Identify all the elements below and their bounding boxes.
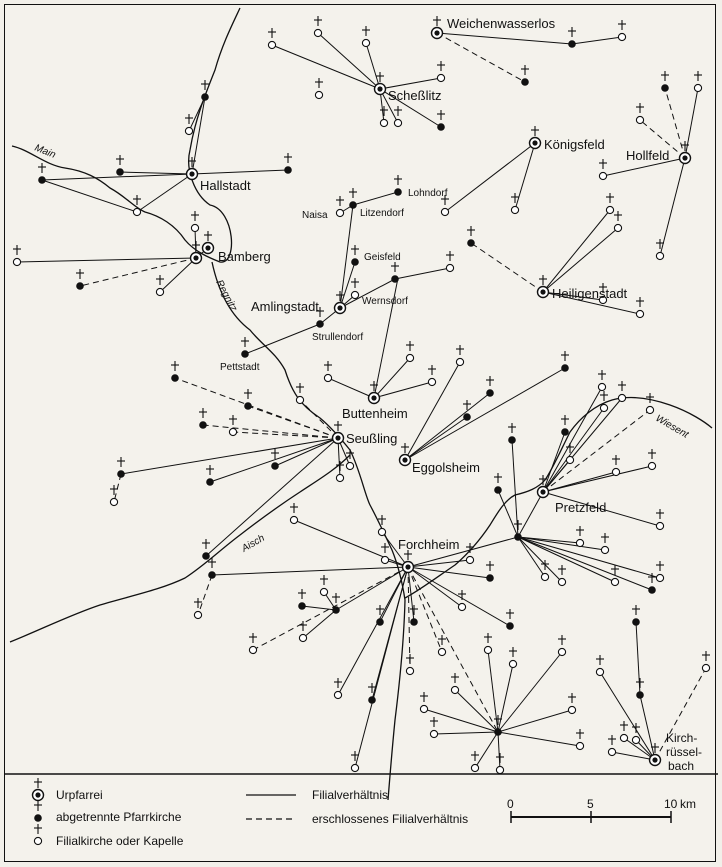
link-solid bbox=[572, 37, 622, 44]
filialkirche-symbol bbox=[636, 297, 644, 318]
label-strullendorf: Strullendorf bbox=[312, 332, 364, 343]
link-dashed bbox=[198, 575, 212, 615]
label-amlingstadt: Amlingstadt bbox=[251, 299, 319, 314]
pfarrkirche-symbol bbox=[486, 561, 494, 582]
label-kirchruesselbach-3: bach bbox=[668, 759, 695, 773]
link-solid bbox=[318, 33, 380, 89]
link-solid bbox=[660, 158, 685, 256]
label-hallstadt: Hallstadt bbox=[200, 178, 251, 193]
filialkirche-symbol bbox=[249, 633, 257, 654]
legend-erschlossen-text: erschlossenes Filialverhältnis bbox=[312, 812, 469, 826]
filialkirche-symbol bbox=[378, 515, 386, 536]
link-solid bbox=[636, 622, 640, 695]
pfarrkirche-symbol bbox=[38, 163, 46, 184]
link-solid bbox=[408, 567, 414, 622]
link-dashed bbox=[203, 425, 338, 438]
filialkirche-symbol bbox=[618, 20, 626, 41]
pfarrkirche-symbol bbox=[568, 27, 576, 48]
label-forchheim: Forchheim bbox=[398, 537, 460, 552]
link-solid bbox=[543, 210, 610, 292]
urpfarrei-symbol bbox=[432, 16, 443, 39]
link-solid bbox=[600, 672, 655, 760]
link-solid bbox=[372, 567, 408, 700]
filialkirche-symbol bbox=[451, 673, 459, 694]
filialkirche-symbol bbox=[446, 251, 454, 272]
pfarrkirche-symbol bbox=[521, 65, 529, 86]
filialkirche-symbol bbox=[13, 245, 21, 266]
link-solid bbox=[498, 664, 513, 732]
link-solid bbox=[374, 382, 432, 398]
label-schesslitz: Scheßlitz bbox=[388, 88, 442, 103]
label-geisfeld: Geisfeld bbox=[364, 252, 401, 263]
link-solid bbox=[353, 192, 398, 205]
filialkirche-symbol bbox=[601, 533, 609, 554]
label-litzendorf: Litzendorf bbox=[360, 208, 404, 219]
pfarrkirche-symbol bbox=[506, 609, 514, 630]
link-dashed bbox=[114, 474, 121, 502]
link-dashed bbox=[175, 378, 338, 438]
link-solid bbox=[192, 97, 205, 174]
filialkirche-symbol bbox=[296, 383, 304, 404]
label-weichenwasserlos: Weichenwasserlos bbox=[447, 16, 556, 31]
filialkirche-symbol bbox=[299, 621, 307, 642]
link-solid bbox=[120, 172, 192, 174]
urpfarrei-symbol bbox=[538, 275, 549, 298]
link-solid bbox=[42, 174, 192, 180]
label-buttenheim: Buttenheim bbox=[342, 406, 408, 421]
link-solid bbox=[515, 143, 535, 210]
filialkirche-symbol bbox=[620, 721, 628, 742]
filialkirche-symbol bbox=[612, 455, 620, 476]
legend-filialkirche-text: Filialkirche oder Kapelle bbox=[56, 834, 184, 848]
filialkirche-symbol bbox=[596, 655, 604, 676]
filialkirche-symbol bbox=[648, 449, 656, 470]
filialkirche-symbol bbox=[702, 651, 710, 672]
link-dashed bbox=[80, 258, 196, 286]
link-solid bbox=[518, 492, 543, 537]
filialkirche-symbol bbox=[362, 26, 370, 47]
label-naisa: Naisa bbox=[302, 210, 328, 221]
river-main bbox=[12, 8, 240, 262]
legend-pfarrkirche-symbol bbox=[34, 801, 42, 822]
link-solid bbox=[405, 362, 460, 460]
link-solid bbox=[543, 387, 602, 492]
pfarrkirche-symbol bbox=[508, 423, 516, 444]
river-label-regnitz: Regnitz bbox=[213, 278, 239, 314]
filialkirche-symbol bbox=[268, 28, 276, 49]
filialkirche-symbol bbox=[599, 159, 607, 180]
filialkirche-symbol bbox=[608, 735, 616, 756]
link-solid bbox=[374, 358, 410, 398]
filialkirche-symbol bbox=[315, 78, 323, 99]
link-solid bbox=[488, 650, 498, 732]
filialkirche-symbol bbox=[110, 485, 118, 506]
link-solid bbox=[640, 695, 655, 760]
pfarrkirche-symbol bbox=[201, 80, 209, 101]
link-solid bbox=[498, 732, 580, 746]
filialkirche-symbol bbox=[336, 196, 344, 217]
link-solid bbox=[685, 88, 698, 158]
label-seussling: Seußling bbox=[346, 431, 398, 446]
link-solid bbox=[272, 45, 380, 89]
legend bbox=[4, 774, 718, 848]
filialkirche-symbol bbox=[229, 415, 237, 436]
pfarrkirche-symbol bbox=[199, 408, 207, 429]
legend-filialverhaeltnis-text: Filialverhältnis bbox=[312, 788, 389, 802]
pfarrkirche-symbol bbox=[76, 269, 84, 290]
link-dashed bbox=[471, 243, 543, 292]
scale-bar bbox=[507, 797, 696, 823]
filialkirche-symbol bbox=[656, 239, 664, 260]
legend-symbols bbox=[33, 778, 44, 845]
link-solid bbox=[328, 378, 374, 398]
scale-unit: km bbox=[680, 797, 696, 811]
filialkirche-symbol bbox=[381, 543, 389, 564]
filialkirche-symbol bbox=[598, 370, 606, 391]
legend-urpfarrei-symbol bbox=[33, 778, 44, 801]
pfarrkirche-symbol bbox=[561, 351, 569, 372]
label-bamberg: Bamberg bbox=[218, 249, 271, 264]
pfarrkirche-symbol bbox=[351, 245, 359, 266]
pfarrkirche-symbol bbox=[244, 389, 252, 410]
pfarrkirche-symbol bbox=[349, 188, 357, 209]
link-solid bbox=[121, 438, 338, 474]
label-pettstadt: Pettstadt bbox=[220, 362, 260, 373]
link-solid bbox=[518, 537, 660, 578]
filialkirche-symbol bbox=[694, 71, 702, 92]
pfarrkirche-symbol bbox=[391, 262, 399, 283]
label-koenigsfeld: Königsfeld bbox=[544, 137, 605, 152]
link-solid bbox=[206, 438, 338, 556]
link-solid bbox=[212, 567, 408, 575]
pfarrkirche-symbol bbox=[486, 376, 494, 397]
filialkirche-symbol bbox=[324, 361, 332, 382]
pfarrkirche-symbol bbox=[116, 155, 124, 176]
link-solid bbox=[405, 417, 467, 460]
scale-label-5: 5 bbox=[587, 797, 594, 811]
river-labels-layer bbox=[33, 143, 691, 556]
pfarrkirche-symbol bbox=[284, 153, 292, 174]
pfarrkirche-symbol bbox=[494, 473, 502, 494]
filialkirche-symbol bbox=[191, 211, 199, 232]
filialkirche-symbol bbox=[656, 561, 664, 582]
filialkirche-symbol bbox=[351, 278, 359, 299]
urpfarrei-symbol bbox=[530, 126, 541, 149]
pfarrkirche-symbol bbox=[394, 175, 402, 196]
link-solid bbox=[408, 560, 470, 567]
link-solid bbox=[338, 567, 408, 695]
link-solid bbox=[498, 490, 518, 537]
filialkirche-symbol bbox=[541, 560, 549, 581]
filialkirche-symbol bbox=[406, 341, 414, 362]
pfarrkirche-symbol bbox=[208, 558, 216, 579]
label-eggolsheim: Eggolsheim bbox=[412, 460, 480, 475]
pfarrkirche-symbol bbox=[241, 337, 249, 358]
filialkirche-symbol bbox=[156, 275, 164, 296]
river-label-aisch: Aisch bbox=[240, 532, 267, 555]
link-solid bbox=[340, 205, 353, 308]
pfarrkirche-symbol bbox=[437, 110, 445, 131]
legend-pfarrkirche-text: abgetrennte Pfarrkirche bbox=[56, 810, 182, 824]
filialkirche-symbol bbox=[484, 633, 492, 654]
label-kirchruesselbach-1: Kirch- bbox=[666, 731, 698, 745]
river-label-wiesent: Wiesent bbox=[653, 413, 691, 441]
label-heiligenstadt: Heiligenstadt bbox=[552, 286, 628, 301]
river-aisch bbox=[10, 455, 350, 642]
label-hollfeld: Hollfeld bbox=[626, 148, 670, 163]
pfarrkirche-symbol bbox=[463, 400, 471, 421]
labels-layer bbox=[200, 16, 702, 773]
filialkirche-symbol bbox=[428, 365, 436, 386]
legend-urpfarrei-text: Urpfarrei bbox=[56, 788, 103, 802]
link-solid bbox=[498, 710, 572, 732]
filialkirche-symbol bbox=[430, 717, 438, 738]
filialkirche-symbol bbox=[566, 443, 574, 464]
rivers-layer bbox=[10, 8, 712, 800]
link-solid bbox=[245, 324, 320, 354]
link-dashed bbox=[437, 33, 525, 82]
filialkirche-symbol bbox=[558, 565, 566, 586]
filialkirche-symbol bbox=[511, 193, 519, 214]
filialkirche-symbol bbox=[456, 345, 464, 366]
label-kirchruesselbach-2: rüssel- bbox=[666, 745, 703, 759]
link-solid bbox=[302, 606, 336, 610]
legend-filialkirche-symbol bbox=[34, 824, 42, 845]
filialkirche-symbol bbox=[290, 503, 298, 524]
pfarrkirche-symbol bbox=[632, 605, 640, 626]
link-dashed bbox=[300, 400, 338, 438]
urpfarrei-symbol bbox=[400, 443, 411, 466]
link-solid bbox=[434, 732, 498, 734]
filialkirche-symbol bbox=[576, 729, 584, 750]
filialkirche-symbol bbox=[314, 16, 322, 37]
filialkirche-symbol bbox=[636, 103, 644, 124]
pfarrkirche-symbol bbox=[117, 457, 125, 478]
filialkirche-symbol bbox=[351, 751, 359, 772]
pfarrkirche-symbol bbox=[467, 226, 475, 247]
link-solid bbox=[408, 567, 510, 626]
pfarrkirche-symbol bbox=[561, 415, 569, 436]
link-solid bbox=[275, 438, 338, 466]
link-solid bbox=[17, 258, 196, 262]
link-solid bbox=[543, 228, 618, 292]
filialkirche-symbol bbox=[320, 575, 328, 596]
filialkirche-symbol bbox=[656, 509, 664, 530]
label-wernsdorf: Wernsdorf bbox=[362, 296, 408, 307]
filialkirche-symbol bbox=[618, 381, 626, 402]
pfarrkirche-symbol bbox=[410, 605, 418, 626]
symbols-layer bbox=[13, 16, 710, 774]
link-solid bbox=[405, 393, 490, 460]
filialkirche-symbol bbox=[394, 106, 402, 127]
urpfarrei-symbol bbox=[203, 231, 214, 254]
link-solid bbox=[395, 268, 450, 279]
link-solid bbox=[498, 652, 562, 732]
pfarrkirche-symbol bbox=[298, 589, 306, 610]
filialkirche-symbol bbox=[509, 647, 517, 668]
pfarrkirche-symbol bbox=[171, 361, 179, 382]
river-label-main: Main bbox=[32, 142, 58, 161]
link-solid bbox=[475, 732, 498, 768]
pfarrkirche-symbol bbox=[332, 593, 340, 614]
pfarrkirche-symbol bbox=[206, 465, 214, 486]
filialkirche-symbol bbox=[606, 193, 614, 214]
filialkirche-symbol bbox=[380, 106, 388, 127]
filialkirche-symbol bbox=[471, 751, 479, 772]
filialkirche-symbol bbox=[558, 635, 566, 656]
link-solid bbox=[192, 170, 288, 174]
filialkirche-symbol bbox=[568, 693, 576, 714]
link-solid bbox=[498, 732, 500, 770]
scale-label-0: 0 bbox=[507, 797, 514, 811]
filialkirche-symbol bbox=[437, 61, 445, 82]
label-pretzfeld: Pretzfeld bbox=[555, 500, 607, 515]
scale-label-10: 10 bbox=[664, 797, 678, 811]
link-solid bbox=[137, 174, 192, 212]
link-solid bbox=[210, 438, 338, 482]
link-solid bbox=[518, 537, 652, 590]
label-lohndorf: Lohndorf bbox=[408, 188, 448, 199]
link-solid bbox=[160, 258, 196, 292]
pfarrkirche-symbol bbox=[661, 71, 669, 92]
filialkirche-symbol bbox=[646, 393, 654, 414]
urpfarrei-symbol bbox=[369, 381, 380, 404]
filialkirche-symbol bbox=[614, 211, 622, 232]
link-solid bbox=[445, 143, 535, 212]
filialkirche-symbol bbox=[576, 526, 584, 547]
urpfarrei-symbol bbox=[335, 291, 346, 314]
pfarrkirche-symbol bbox=[202, 539, 210, 560]
filialkirche-symbol bbox=[420, 692, 428, 713]
link-solid bbox=[512, 440, 518, 537]
link-solid bbox=[437, 33, 572, 44]
river-regnitz bbox=[212, 262, 405, 800]
filialkirche-symbol bbox=[334, 678, 342, 699]
filialkirche-symbol bbox=[406, 654, 414, 675]
